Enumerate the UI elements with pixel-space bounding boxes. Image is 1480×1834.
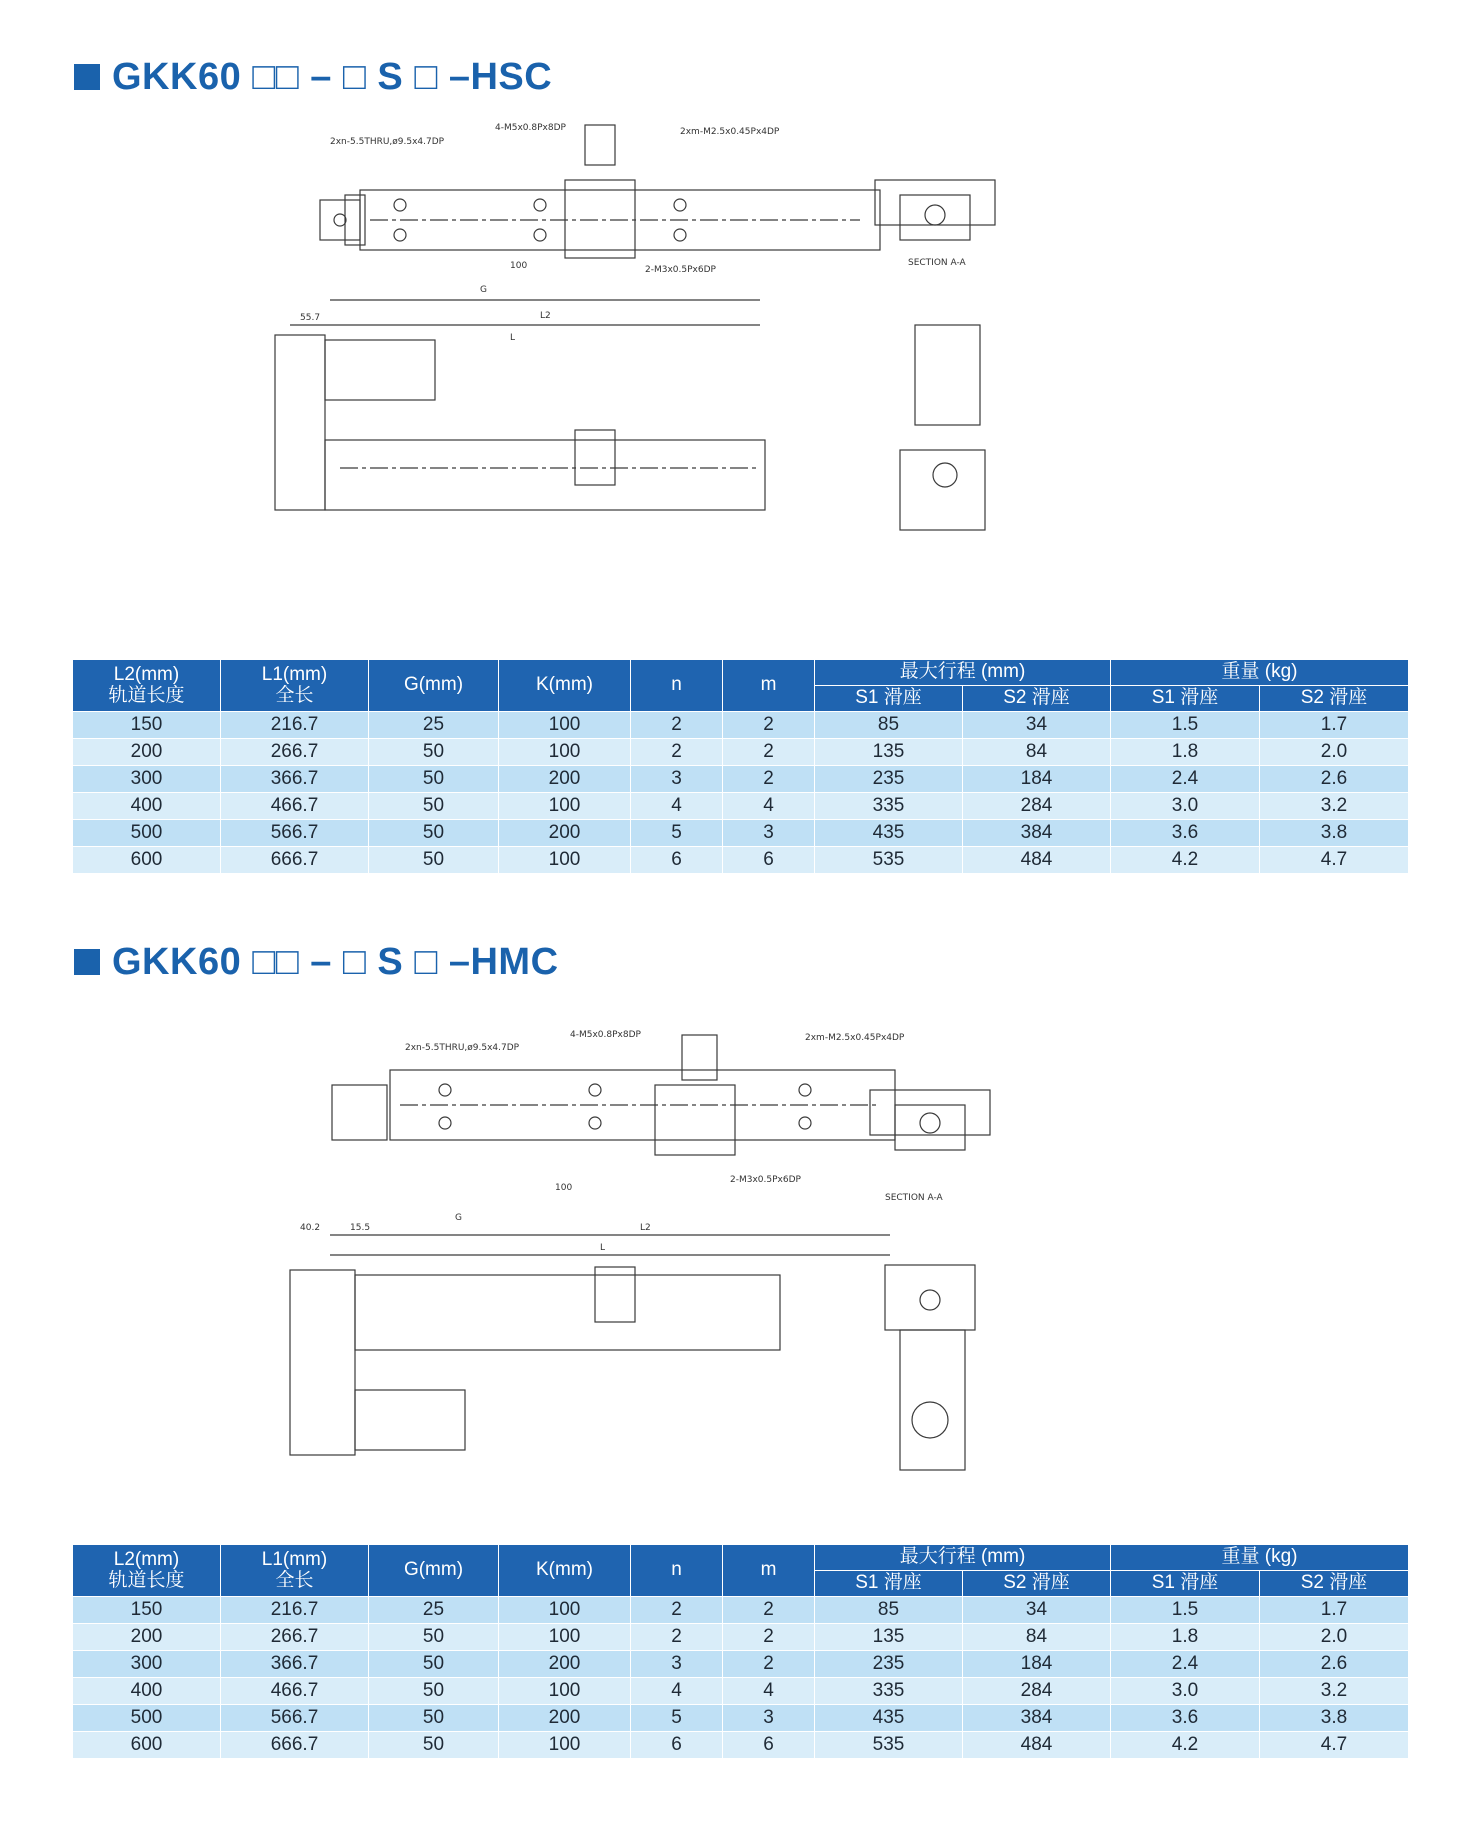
header-l1: L1(mm) 全长 (221, 660, 369, 712)
table-cell: 3 (723, 1705, 815, 1732)
table-cell: 85 (815, 1597, 963, 1624)
table-cell: 600 (73, 1732, 221, 1759)
table-row (73, 1705, 1409, 1732)
table-cell: 4.7 (1260, 847, 1409, 874)
header-stroke-s1: S1 滑座 (815, 1571, 963, 1597)
table-cell: 400 (73, 1678, 221, 1705)
callout-2: 4-M5x0.8Px8DP (495, 123, 566, 133)
table-cell: 200 (499, 1651, 631, 1678)
table-cell: 2 (631, 712, 723, 739)
table-cell: 135 (815, 1624, 963, 1651)
table-cell: 2.4 (1111, 766, 1260, 793)
header-max-stroke: 最大行程 (mm) (815, 660, 1111, 686)
table-row (73, 1597, 1409, 1624)
table-cell: 4.2 (1111, 1732, 1260, 1759)
table-cell: 2.6 (1260, 1651, 1409, 1678)
table-cell: 2.4 (1111, 1651, 1260, 1678)
table-cell: 2 (723, 1651, 815, 1678)
table-cell: 266.7 (221, 1624, 369, 1651)
table-cell: 2 (631, 1624, 723, 1651)
table-cell: 535 (815, 847, 963, 874)
table-cell: 3 (631, 766, 723, 793)
table-cell: 666.7 (221, 1732, 369, 1759)
table-cell: 5 (631, 1705, 723, 1732)
dim-L: L (510, 333, 516, 343)
table-cell: 216.7 (221, 1597, 369, 1624)
header-l2: L2(mm) 轨道长度 (73, 1545, 221, 1597)
header-g: G(mm) (369, 660, 499, 712)
header-stroke-s2: S2 滑座 (963, 686, 1111, 712)
table-cell: 300 (73, 1651, 221, 1678)
callout-3: 2xm-M2.5x0.45Px4DP (680, 127, 780, 137)
dim-100: 100 (510, 261, 528, 271)
header-weight-s1: S1 滑座 (1111, 1571, 1260, 1597)
header-weight: 重量 (kg) (1111, 1545, 1409, 1571)
header-k: K(mm) (499, 660, 631, 712)
table-cell: 2 (723, 766, 815, 793)
table-cell: 84 (963, 739, 1111, 766)
table-cell: 600 (73, 847, 221, 874)
header-n: n (631, 1545, 723, 1597)
callout-4: 2-M3x0.5Px6DP (730, 1175, 801, 1185)
table-cell: 366.7 (221, 1651, 369, 1678)
header-m: m (723, 1545, 815, 1597)
table-cell: 100 (499, 1597, 631, 1624)
table-cell: 200 (499, 766, 631, 793)
table-cell: 4.7 (1260, 1732, 1409, 1759)
table-cell: 2 (723, 1624, 815, 1651)
table-cell: 150 (73, 1597, 221, 1624)
table-cell: 100 (499, 739, 631, 766)
technical-drawing-hsc (260, 120, 1260, 640)
section-title-hmc (74, 939, 559, 985)
callout-4: 2-M3x0.5Px6DP (645, 265, 716, 275)
table-cell: 3.6 (1111, 820, 1260, 847)
header-n: n (631, 660, 723, 712)
table-cell: 2 (631, 739, 723, 766)
table-cell: 100 (499, 1624, 631, 1651)
header-weight-s2: S2 滑座 (1260, 686, 1409, 712)
table-cell: 535 (815, 1732, 963, 1759)
table-cell: 100 (499, 793, 631, 820)
spec-table-hmc (72, 1544, 1409, 1759)
table-cell: 200 (73, 739, 221, 766)
table-cell: 2.0 (1260, 739, 1409, 766)
table-row (73, 1624, 1409, 1651)
table-cell: 100 (499, 1678, 631, 1705)
table-cell: 100 (499, 847, 631, 874)
table-cell: 216.7 (221, 712, 369, 739)
table-cell: 150 (73, 712, 221, 739)
section-title-text: GKK60 □□ – □ S □ –HSC (112, 55, 553, 98)
table-cell: 25 (369, 712, 499, 739)
table-cell: 50 (369, 1678, 499, 1705)
table-row (73, 766, 1409, 793)
table-body (73, 1597, 1409, 1759)
table-cell: 666.7 (221, 847, 369, 874)
table-cell: 1.8 (1111, 1624, 1260, 1651)
dim-L: L (600, 1243, 606, 1253)
table-cell: 1.7 (1260, 1597, 1409, 1624)
table-cell: 25 (369, 1597, 499, 1624)
dim-55-7: 55.7 (300, 313, 321, 323)
table-row (73, 1651, 1409, 1678)
technical-drawing-hmc (260, 1005, 1260, 1535)
table-cell: 4 (631, 793, 723, 820)
table-cell: 135 (815, 739, 963, 766)
table-cell: 3.6 (1111, 1705, 1260, 1732)
dim-L2: L2 (540, 311, 551, 321)
table-cell: 34 (963, 712, 1111, 739)
callout-1: 2xn-5.5THRU,ø9.5x4.7DP (405, 1043, 520, 1053)
table-cell: 4.2 (1111, 847, 1260, 874)
table-cell: 2 (723, 712, 815, 739)
table-cell: 366.7 (221, 766, 369, 793)
table-cell: 3.0 (1111, 793, 1260, 820)
callout-2: 4-M5x0.8Px8DP (570, 1030, 641, 1040)
table-cell: 500 (73, 1705, 221, 1732)
header-max-stroke: 最大行程 (mm) (815, 1545, 1111, 1571)
table-cell: 466.7 (221, 793, 369, 820)
table-cell: 200 (73, 1624, 221, 1651)
section-label: SECTION A-A (885, 1193, 943, 1203)
table-cell: 4 (723, 1678, 815, 1705)
header-l2: L2(mm) 轨道长度 (73, 660, 221, 712)
header-stroke-s2: S2 滑座 (963, 1571, 1111, 1597)
table-cell: 2 (723, 739, 815, 766)
table-cell: 3 (631, 1651, 723, 1678)
table-row (73, 739, 1409, 766)
table-cell: 3.0 (1111, 1678, 1260, 1705)
table-cell: 435 (815, 820, 963, 847)
table-cell: 100 (499, 1732, 631, 1759)
table-cell: 2.6 (1260, 766, 1409, 793)
title-square-icon (74, 949, 100, 975)
table-cell: 266.7 (221, 739, 369, 766)
table-cell: 200 (499, 1705, 631, 1732)
section-label: SECTION A-A (908, 258, 966, 268)
table-cell: 3.2 (1260, 1678, 1409, 1705)
table-cell: 6 (723, 1732, 815, 1759)
section-title-text: GKK60 □□ – □ S □ –HMC (112, 940, 559, 983)
header-weight-s1: S1 滑座 (1111, 686, 1260, 712)
callout-3: 2xm-M2.5x0.45Px4DP (805, 1033, 905, 1043)
table-cell: 50 (369, 1651, 499, 1678)
table-cell: 2.0 (1260, 1624, 1409, 1651)
table-cell: 85 (815, 712, 963, 739)
header-k: K(mm) (499, 1545, 631, 1597)
table-cell: 184 (963, 1651, 1111, 1678)
dim-L2: L2 (640, 1223, 651, 1233)
table-row (73, 1678, 1409, 1705)
header-m: m (723, 660, 815, 712)
dim-15-5: 15.5 (350, 1223, 371, 1233)
table-body (73, 712, 1409, 874)
table-cell: 500 (73, 820, 221, 847)
section-title-hsc (74, 54, 552, 100)
table-row (73, 847, 1409, 874)
dim-G: G (455, 1213, 462, 1223)
table-cell: 1.7 (1260, 712, 1409, 739)
table-cell: 284 (963, 793, 1111, 820)
table-cell: 50 (369, 1705, 499, 1732)
table-cell: 1.5 (1111, 712, 1260, 739)
header-g: G(mm) (369, 1545, 499, 1597)
header-stroke-s1: S1 滑座 (815, 686, 963, 712)
table-cell: 4 (723, 793, 815, 820)
table-row (73, 712, 1409, 739)
dim-100: 100 (555, 1183, 573, 1193)
table-cell: 384 (963, 1705, 1111, 1732)
table-cell: 84 (963, 1624, 1111, 1651)
table-cell: 566.7 (221, 1705, 369, 1732)
table-row (73, 793, 1409, 820)
table-cell: 184 (963, 766, 1111, 793)
table-cell: 5 (631, 820, 723, 847)
table-cell: 50 (369, 847, 499, 874)
table-cell: 235 (815, 766, 963, 793)
table-cell: 3.2 (1260, 793, 1409, 820)
table-cell: 50 (369, 793, 499, 820)
table-cell: 50 (369, 739, 499, 766)
header-l1: L1(mm) 全长 (221, 1545, 369, 1597)
header-weight-s2: S2 滑座 (1260, 1571, 1409, 1597)
table-cell: 384 (963, 820, 1111, 847)
table-cell: 6 (631, 847, 723, 874)
table-cell: 335 (815, 1678, 963, 1705)
table-cell: 400 (73, 793, 221, 820)
table-cell: 100 (499, 712, 631, 739)
table-cell: 1.5 (1111, 1597, 1260, 1624)
table-cell: 50 (369, 1624, 499, 1651)
table-cell: 50 (369, 820, 499, 847)
table-cell: 3.8 (1260, 820, 1409, 847)
table-cell: 435 (815, 1705, 963, 1732)
table-cell: 50 (369, 766, 499, 793)
table-cell: 466.7 (221, 1678, 369, 1705)
table-cell: 3.8 (1260, 1705, 1409, 1732)
table-row (73, 1732, 1409, 1759)
table-cell: 284 (963, 1678, 1111, 1705)
spec-table-hsc (72, 659, 1409, 874)
table-cell: 484 (963, 1732, 1111, 1759)
table-cell: 200 (499, 820, 631, 847)
table-cell: 566.7 (221, 820, 369, 847)
table-cell: 335 (815, 793, 963, 820)
table-cell: 1.8 (1111, 739, 1260, 766)
title-square-icon (74, 64, 100, 90)
table-cell: 34 (963, 1597, 1111, 1624)
table-cell: 2 (631, 1597, 723, 1624)
table-cell: 2 (723, 1597, 815, 1624)
header-weight: 重量 (kg) (1111, 660, 1409, 686)
table-cell: 300 (73, 766, 221, 793)
table-cell: 4 (631, 1678, 723, 1705)
table-cell: 50 (369, 1732, 499, 1759)
dim-40-2: 40.2 (300, 1223, 321, 1233)
dim-G: G (480, 285, 487, 295)
table-cell: 6 (723, 847, 815, 874)
table-cell: 3 (723, 820, 815, 847)
table-cell: 235 (815, 1651, 963, 1678)
table-cell: 484 (963, 847, 1111, 874)
callout-1: 2xn-5.5THRU,ø9.5x4.7DP (330, 137, 445, 147)
table-cell: 6 (631, 1732, 723, 1759)
table-row (73, 820, 1409, 847)
